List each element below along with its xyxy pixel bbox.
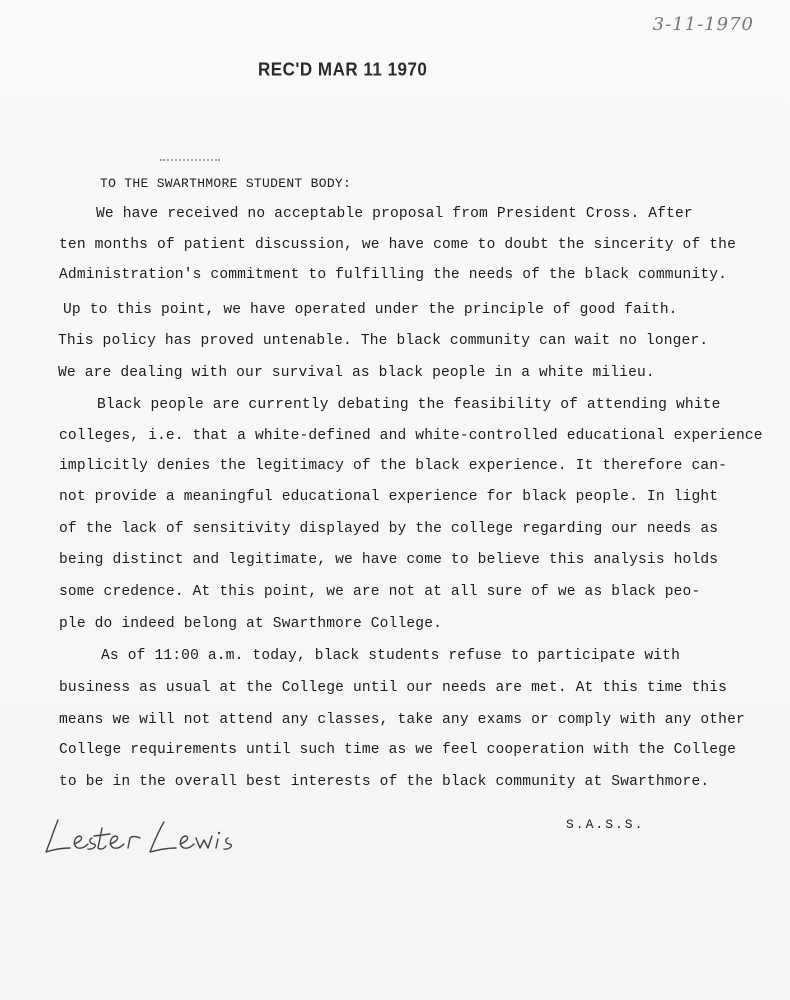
- body-line: to be in the overall best interests of the black community at Swarthmore.: [59, 774, 710, 790]
- body-line: College requirements until such time as we feel cooperation with the College: [59, 742, 736, 758]
- body-line: ten months of patient discussion, we have come to doubt the sincerity of the: [59, 237, 736, 253]
- handwritten-signature: [40, 812, 270, 862]
- body-line: means we will not attend any classes, take any exams or comply with any other: [59, 712, 745, 728]
- signoff: S.A.S.S.: [566, 817, 645, 832]
- body-line: We are dealing with our survival as black people in a white milieu.: [58, 365, 655, 381]
- body-line: Black people are currently debating the feasibility of attending white: [97, 397, 721, 413]
- received-stamp: REC'D MAR 11 1970: [258, 59, 428, 80]
- body-line: This policy has proved untenable. The black community can wait no longer.: [58, 333, 709, 349]
- body-line: not provide a meaningful educational experience for black people. In light: [59, 489, 719, 505]
- body-line: of the lack of sensitivity displayed by the college regarding our needs as: [59, 521, 719, 537]
- body-line: implicitly denies the legitimacy of the black experience. It therefore can-: [59, 458, 728, 474]
- body-line: As of 11:00 a.m. today, black students refuse to participate with: [101, 648, 680, 664]
- body-line: business as usual at the College until our needs are met. At this time this: [59, 680, 728, 696]
- body-line: being distinct and legitimate, we have come to believe this analysis holds: [59, 552, 719, 568]
- body-line: Administration's commitment to fulfilling the needs of the black community.: [59, 267, 728, 283]
- salutation: TO THE SWARTHMORE STUDENT BODY:: [100, 176, 352, 191]
- ink-smudge: [160, 153, 220, 161]
- body-line: some credence. At this point, we are not at all sure of we as black peo-: [59, 584, 701, 600]
- body-line: Up to this point, we have operated under the principle of good faith.: [63, 302, 678, 318]
- handwritten-date: 3-11-1970: [652, 14, 754, 35]
- body-line: ple do indeed belong at Swarthmore College.: [59, 616, 443, 632]
- body-line: We have received no acceptable proposal from President Cross. After: [96, 206, 693, 222]
- body-line: colleges, i.e. that a white-defined and white-controlled educational experience: [59, 428, 763, 444]
